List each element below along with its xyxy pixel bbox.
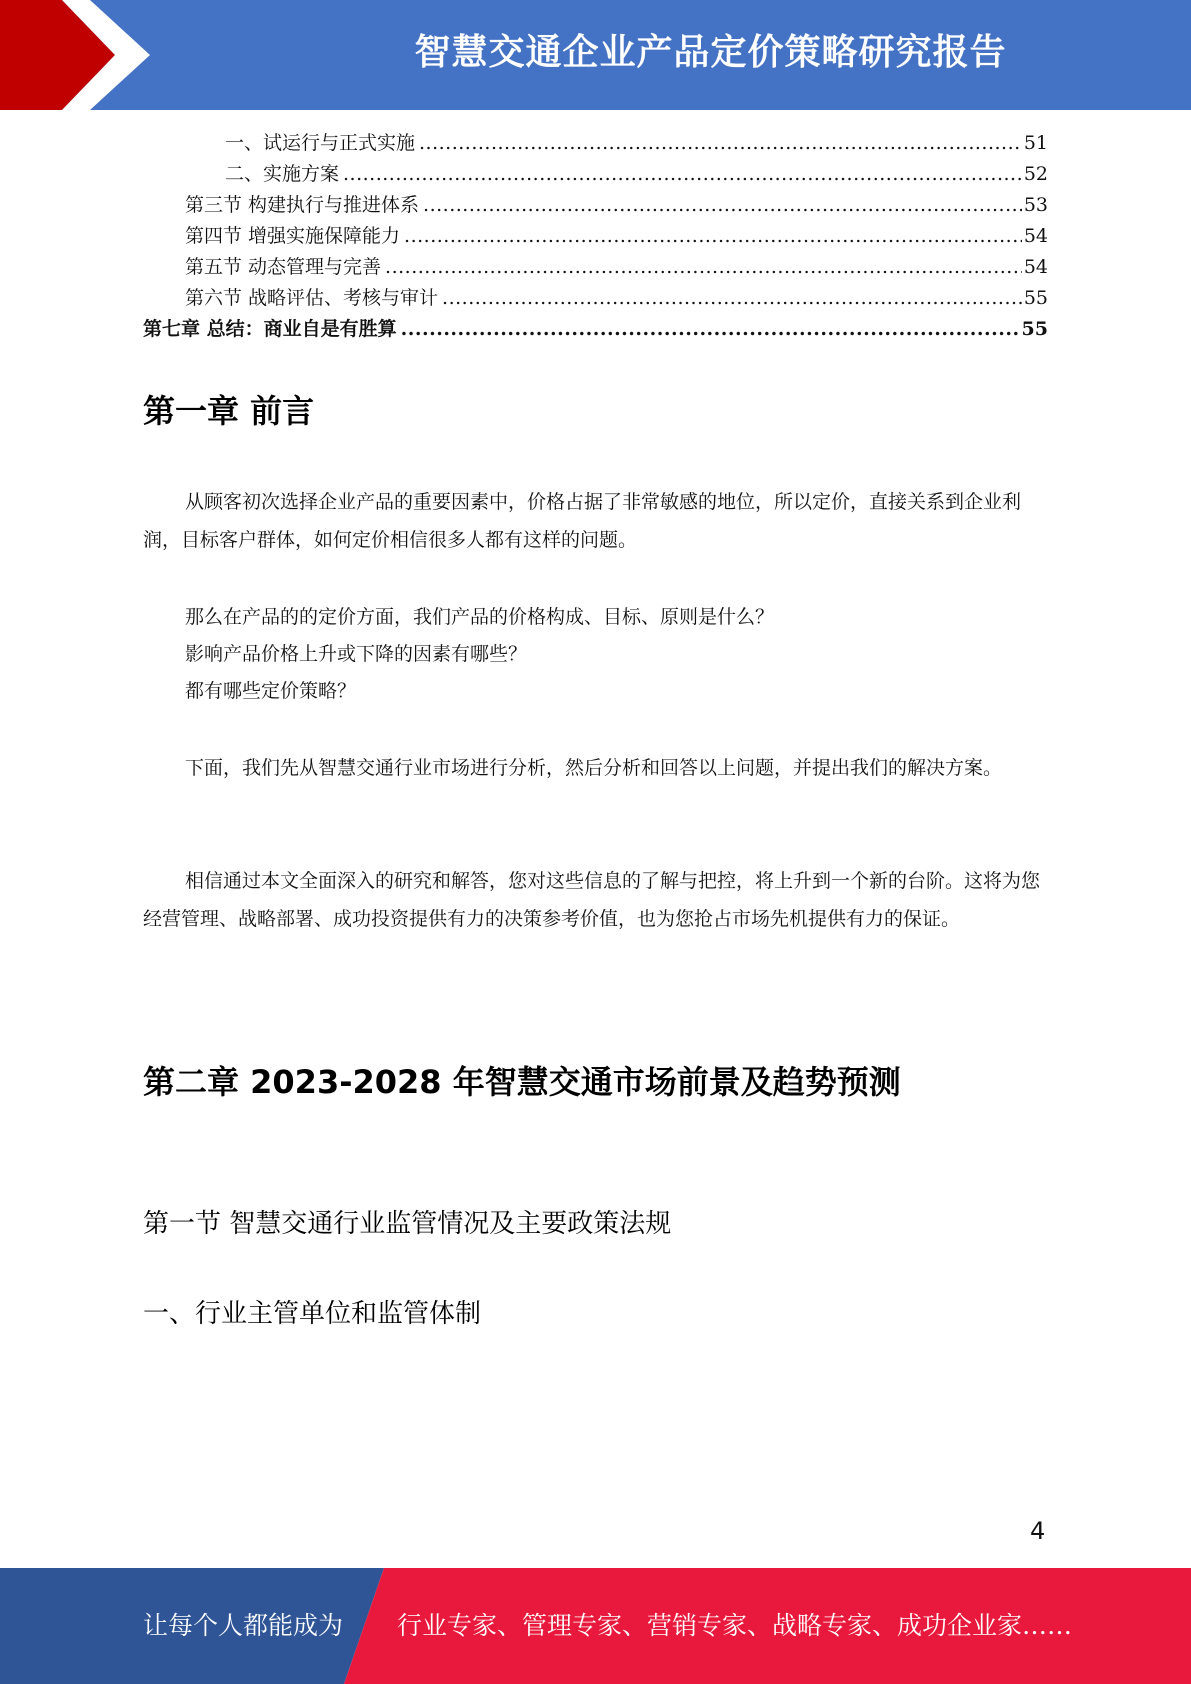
- page-number: 4: [1030, 1517, 1046, 1545]
- toc-leader-dots: [404, 221, 1022, 252]
- footer-slogan-right: 行业专家、管理专家、营销专家、战略专家、成功企业家……: [397, 1611, 1073, 1640]
- toc-entry[interactable]: [143, 128, 1048, 159]
- footer-banner: [0, 1568, 1191, 1684]
- table-of-contents: [143, 128, 1048, 345]
- paragraph: 下面，我们先从智慧交通行业市场进行分析，然后分析和回答以上问题，并提出我们的解决方案。: [185, 757, 1003, 779]
- paragraph: 从顾客初次选择企业产品的重要因素中，价格占据了非常敏感的地位，所以定价，直接关系到企业利润，目标客户群体，如何定价相信很多人都有这样的问题。: [143, 491, 1022, 551]
- toc-entry[interactable]: [143, 252, 1048, 283]
- paragraph: 相信通过本文全面深入的研究和解答，您对这些信息的了解与把控，将上升到一个新的台阶。这将为您经营管理、战略部署、成功投资提供有力的决策参考价值，也为您抢占市场先机提供有力的保证。: [143, 870, 1041, 930]
- toc-entry-label: 第七章 总结：商业自是有胜算: [143, 318, 397, 340]
- toc-entry-label: 第五节 动态管理与完善: [185, 256, 382, 278]
- chapter-heading: 第二章 2023-2028 年智慧交通市场前景及趋势预测: [143, 1063, 901, 1101]
- toc-entry-label: 一、试运行与正式实施: [225, 132, 416, 154]
- toc-entry-page: 54: [1023, 256, 1048, 278]
- toc-entry-label: 第六节 战略评估、考核与审计: [185, 287, 439, 309]
- question-line: 影响产品价格上升或下降的因素有哪些？: [185, 643, 528, 665]
- subsection-heading: 一、行业主管单位和监管体制: [143, 1299, 482, 1329]
- toc-entry-page: 53: [1023, 194, 1048, 216]
- chapter-heading: 第一章 前言: [143, 392, 315, 430]
- toc-entry[interactable]: [143, 159, 1048, 190]
- toc-entry[interactable]: [143, 283, 1048, 314]
- toc-entry-page: 52: [1023, 163, 1048, 185]
- footer-slogan-left: 让每个人都能成为: [143, 1611, 344, 1640]
- question-line: 那么在产品的的定价方面，我们产品的价格构成、目标、原则是什么？: [185, 606, 775, 628]
- toc-entry-label: 第四节 增强实施保障能力: [185, 225, 401, 247]
- toc-entry-page: 51: [1023, 132, 1048, 154]
- toc-leader-dots: [385, 252, 1022, 283]
- section-heading: 第一节 智慧交通行业监管情况及主要政策法规: [143, 1209, 672, 1239]
- toc-entry-page: 54: [1023, 225, 1048, 247]
- question-line: 都有哪些定价策略？: [185, 680, 357, 702]
- toc-leader-dots: [401, 314, 1020, 345]
- toc-entry-label: 二、实施方案: [225, 163, 340, 185]
- toc-leader-dots: [419, 128, 1022, 159]
- report-title: 智慧交通企业产品定价策略研究报告: [414, 32, 1007, 73]
- header-banner: [0, 0, 1191, 110]
- toc-leader-dots: [442, 283, 1022, 314]
- toc-entry[interactable]: [143, 314, 1048, 345]
- toc-entry[interactable]: [143, 221, 1048, 252]
- toc-entry[interactable]: [143, 190, 1048, 221]
- toc-entry-label: 第三节 构建执行与推进体系: [185, 194, 420, 216]
- toc-leader-dots: [343, 159, 1022, 190]
- toc-entry-page: 55: [1021, 318, 1048, 340]
- toc-entry-page: 55: [1023, 287, 1048, 309]
- toc-leader-dots: [423, 190, 1022, 221]
